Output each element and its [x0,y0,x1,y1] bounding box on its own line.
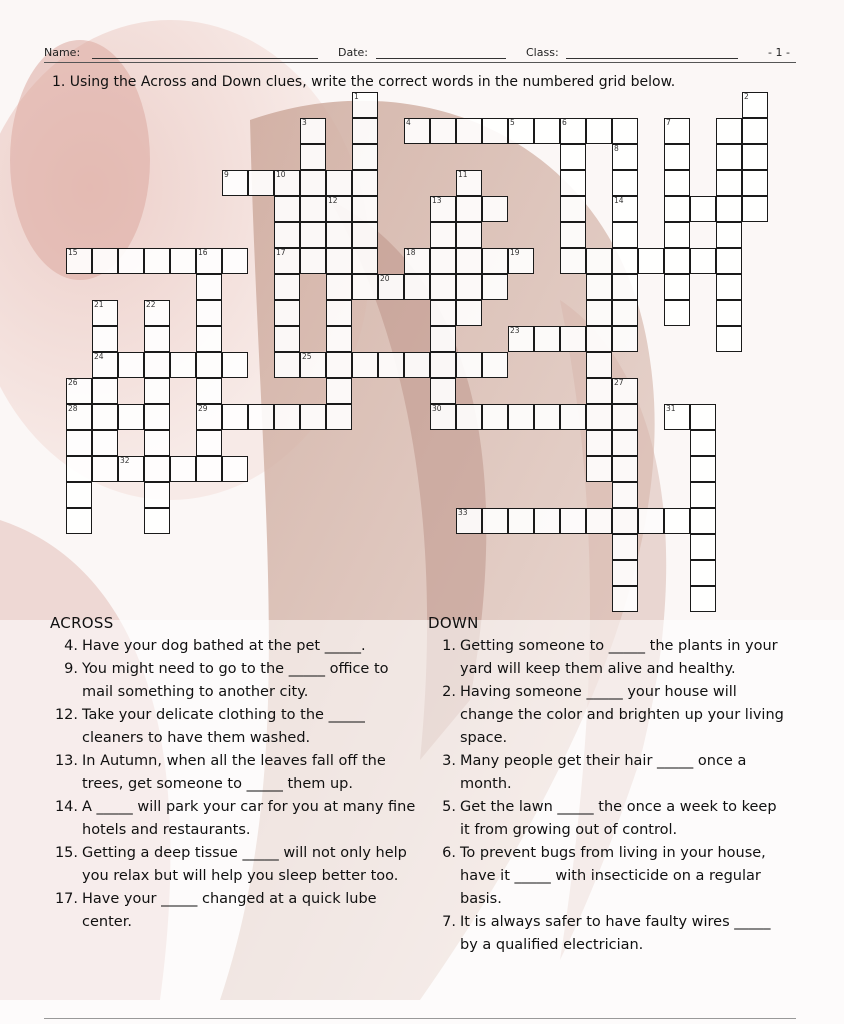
grid-cell[interactable] [92,248,118,274]
across-clue [50,750,420,796]
grid-cell[interactable] [92,430,118,456]
clue-text: It is always safer to have faulty wires _____ by a qualified electrician. [460,914,771,953]
grid-cell[interactable] [248,170,274,196]
grid-cell-number: 25 [302,352,312,361]
grid-cell[interactable] [586,508,612,534]
grid-cell[interactable] [690,560,716,586]
grid-cell[interactable] [404,274,430,300]
grid-cell[interactable] [612,404,638,430]
grid-cell[interactable] [118,352,144,378]
down-list [428,635,790,957]
grid-cell[interactable] [638,508,664,534]
grid-cell[interactable] [274,222,300,248]
grid-cell[interactable] [66,456,92,482]
grid-cell-number: 19 [510,248,520,257]
grid-cell[interactable] [560,118,586,144]
grid-cell[interactable] [300,352,326,378]
grid-cell[interactable] [196,274,222,300]
grid-cell[interactable] [456,170,482,196]
grid-cell[interactable] [430,222,456,248]
across-clue [50,888,420,934]
grid-cell[interactable] [274,404,300,430]
worksheet-header [0,0,844,70]
grid-cell[interactable] [690,196,716,222]
grid-cell[interactable] [222,352,248,378]
grid-cell[interactable] [664,144,690,170]
grid-cell[interactable] [92,378,118,404]
clue-number: 14. [54,799,78,815]
grid-cell-number: 3 [302,118,307,127]
grid-cell[interactable] [560,144,586,170]
across-clue [50,704,420,750]
grid-cell-number: 17 [276,248,286,257]
grid-cell[interactable] [612,326,638,352]
grid-cell[interactable] [664,508,690,534]
class-blank[interactable] [566,58,738,59]
grid-cell[interactable] [560,248,586,274]
grid-cell[interactable] [716,170,742,196]
grid-cell-number: 23 [510,326,520,335]
grid-cell[interactable] [612,144,638,170]
grid-cell[interactable] [378,352,404,378]
grid-cell[interactable] [716,248,742,274]
grid-cell[interactable] [508,248,534,274]
grid-cell[interactable] [586,118,612,144]
clue-text: Have your _____ changed at a quick lube center. [82,891,377,930]
grid-cell[interactable] [352,222,378,248]
grid-cell[interactable] [300,404,326,430]
grid-cell[interactable] [118,248,144,274]
grid-cell-number: 12 [328,196,338,205]
clue-number: 4. [64,638,78,654]
grid-cell[interactable] [274,300,300,326]
grid-cell[interactable] [664,196,690,222]
grid-cell[interactable] [66,378,92,404]
down-clue [428,681,790,750]
grid-cell[interactable] [430,352,456,378]
grid-cell[interactable] [664,170,690,196]
grid-cell[interactable] [742,170,768,196]
grid-cell[interactable] [352,352,378,378]
across-clue [50,635,420,658]
across-list [50,635,420,934]
instruction-text: 1. Using the Across and Down clues, write the correct words in the numbered grid below. [52,74,676,90]
grid-cell[interactable] [144,482,170,508]
footer-divider [44,1018,796,1019]
grid-cell[interactable] [638,248,664,274]
grid-cell[interactable] [664,404,690,430]
grid-cell[interactable] [326,352,352,378]
grid-cell[interactable] [716,196,742,222]
clue-number: 9. [64,661,78,677]
clue-text: Having someone _____ your house will change the color and brighten up your living space. [460,684,784,746]
clue-text: Getting a deep tissue _____ will not only help you relax but will help you sleep better too. [82,845,407,884]
grid-cell[interactable] [482,118,508,144]
grid-cell[interactable] [92,300,118,326]
grid-cell[interactable] [326,378,352,404]
grid-cell[interactable] [404,118,430,144]
grid-cell[interactable] [716,326,742,352]
grid-cell[interactable] [300,144,326,170]
grid-cell[interactable] [742,196,768,222]
grid-cell[interactable] [300,222,326,248]
grid-cell[interactable] [586,456,612,482]
grid-cell[interactable] [144,300,170,326]
grid-cell-number: 16 [198,248,208,257]
clue-number: 17. [54,891,78,907]
grid-cell[interactable] [612,248,638,274]
grid-cell[interactable] [612,534,638,560]
grid-cell[interactable] [560,404,586,430]
grid-cell[interactable] [352,92,378,118]
grid-cell[interactable] [508,508,534,534]
grid-cell[interactable] [430,300,456,326]
grid-cell[interactable] [300,196,326,222]
grid-cell[interactable] [586,248,612,274]
grid-cell[interactable] [196,300,222,326]
grid-cell[interactable] [92,456,118,482]
grid-cell[interactable] [508,118,534,144]
grid-cell[interactable] [482,196,508,222]
grid-cell[interactable] [326,196,352,222]
grid-cell[interactable] [716,118,742,144]
grid-cell[interactable] [274,352,300,378]
grid-cell[interactable] [612,274,638,300]
grid-cell[interactable] [612,118,638,144]
grid-cell-number: 9 [224,170,229,179]
grid-cell[interactable] [612,482,638,508]
grid-cell[interactable] [326,300,352,326]
grid-cell[interactable] [482,248,508,274]
across-clue [50,842,420,888]
grid-cell[interactable] [144,326,170,352]
down-clues [428,612,790,957]
grid-cell[interactable] [326,222,352,248]
name-label: Name: [44,46,81,59]
clue-text: A _____ will park your car for you at many fine hotels and restaurants. [82,799,416,838]
grid-cell[interactable] [742,92,768,118]
clue-text: Have your dog bathed at the pet _____. [82,638,366,654]
grid-cell[interactable] [144,456,170,482]
grid-cell[interactable] [586,300,612,326]
grid-cell[interactable] [430,404,456,430]
grid-cell[interactable] [690,482,716,508]
grid-cell-number: 14 [614,196,624,205]
grid-cell-number: 11 [458,170,468,179]
grid-cell[interactable] [196,378,222,404]
clue-number: 5. [442,799,456,815]
grid-cell[interactable] [274,248,300,274]
grid-cell-number: 8 [614,144,619,153]
grid-cell[interactable] [404,248,430,274]
grid-cell[interactable] [560,196,586,222]
clue-number: 13. [54,753,78,769]
clue-number: 15. [54,845,78,861]
grid-cell[interactable] [326,404,352,430]
grid-cell[interactable] [144,508,170,534]
grid-cell-number: 15 [68,248,78,257]
grid-cell[interactable] [300,248,326,274]
grid-cell[interactable] [170,352,196,378]
grid-cell-number: 21 [94,300,104,309]
grid-cell[interactable] [326,170,352,196]
grid-cell[interactable] [118,404,144,430]
grid-cell[interactable] [534,508,560,534]
grid-cell[interactable] [144,430,170,456]
clue-text: In Autumn, when all the leaves fall off the trees, get someone to _____ them up. [82,753,386,792]
grid-cell[interactable] [612,456,638,482]
grid-cell[interactable] [352,196,378,222]
grid-cell[interactable] [456,352,482,378]
grid-cell[interactable] [222,456,248,482]
grid-cell[interactable] [144,352,170,378]
grid-cell[interactable] [378,274,404,300]
grid-cell[interactable] [456,404,482,430]
grid-cell[interactable] [326,248,352,274]
grid-cell[interactable] [612,196,638,222]
down-clue [428,796,790,842]
grid-cell[interactable] [612,586,638,612]
grid-cell-number: 2 [744,92,749,101]
grid-cell[interactable] [430,118,456,144]
clue-text: Getting someone to _____ the plants in your yard will keep them alive and healthy. [460,638,778,677]
grid-cell[interactable] [456,118,482,144]
grid-cell[interactable] [586,430,612,456]
across-clue [50,796,420,842]
grid-cell[interactable] [690,430,716,456]
grid-cell[interactable] [118,456,144,482]
grid-cell[interactable] [248,404,274,430]
grid-cell-number: 10 [276,170,286,179]
clue-number: 2. [442,684,456,700]
grid-cell[interactable] [66,430,92,456]
grid-cell[interactable] [430,378,456,404]
grid-cell[interactable] [742,144,768,170]
grid-cell[interactable] [690,586,716,612]
grid-cell[interactable] [664,118,690,144]
date-blank[interactable] [376,58,506,59]
grid-cell[interactable] [482,404,508,430]
grid-cell-number: 24 [94,352,104,361]
grid-cell[interactable] [196,326,222,352]
grid-cell-number: 22 [146,300,156,309]
grid-cell[interactable] [352,144,378,170]
grid-cell[interactable] [144,378,170,404]
grid-cell[interactable] [560,508,586,534]
grid-cell[interactable] [274,326,300,352]
grid-cell[interactable] [456,508,482,534]
grid-cell[interactable] [222,170,248,196]
clue-number: 1. [442,638,456,654]
grid-cell[interactable] [144,404,170,430]
grid-cell[interactable] [430,248,456,274]
grid-cell[interactable] [170,456,196,482]
grid-cell[interactable] [274,170,300,196]
grid-cell[interactable] [196,352,222,378]
down-heading: DOWN [428,614,479,632]
grid-cell-number: 6 [562,118,567,127]
grid-cell[interactable] [482,274,508,300]
grid-cell[interactable] [456,300,482,326]
grid-cell[interactable] [404,352,430,378]
grid-cell[interactable] [742,118,768,144]
grid-cell[interactable] [586,274,612,300]
grid-cell[interactable] [66,508,92,534]
grid-cell[interactable] [430,274,456,300]
grid-cell[interactable] [716,222,742,248]
grid-cell[interactable] [690,534,716,560]
grid-cell[interactable] [196,456,222,482]
clue-number: 12. [54,707,78,723]
grid-cell-number: 29 [198,404,208,413]
grid-cell[interactable] [534,118,560,144]
across-clues [50,612,420,934]
grid-cell[interactable] [66,482,92,508]
clue-text: Many people get their hair _____ once a month. [460,753,747,792]
grid-cell[interactable] [144,248,170,274]
grid-cell[interactable] [352,118,378,144]
grid-cell[interactable] [664,300,690,326]
grid-cell[interactable] [274,274,300,300]
down-clue [428,911,790,957]
grid-cell[interactable] [196,404,222,430]
grid-cell[interactable] [170,248,196,274]
grid-cell[interactable] [508,404,534,430]
grid-cell[interactable] [560,222,586,248]
grid-cell[interactable] [352,170,378,196]
grid-cell[interactable] [326,326,352,352]
grid-cell-number: 31 [666,404,676,413]
grid-cell[interactable] [690,404,716,430]
name-blank[interactable] [92,58,318,59]
grid-cell[interactable] [560,170,586,196]
clue-text: Get the lawn _____ the once a week to keep it from growing out of control. [460,799,777,838]
grid-cell[interactable] [612,508,638,534]
grid-cell[interactable] [456,274,482,300]
page-number: - 1 - [768,46,790,59]
grid-cell[interactable] [326,274,352,300]
grid-cell[interactable] [430,326,456,352]
grid-cell[interactable] [586,352,612,378]
grid-cell[interactable] [66,404,92,430]
down-clue [428,842,790,911]
grid-cell[interactable] [92,326,118,352]
grid-cell-number: 28 [68,404,78,413]
grid-cell-number: 26 [68,378,78,387]
grid-cell[interactable] [92,352,118,378]
grid-cell[interactable] [508,326,534,352]
grid-cell[interactable] [690,248,716,274]
grid-cell[interactable] [66,248,92,274]
grid-cell[interactable] [196,430,222,456]
grid-cell[interactable] [430,196,456,222]
grid-cell[interactable] [560,326,586,352]
grid-cell-number: 33 [458,508,468,517]
grid-cell[interactable] [690,456,716,482]
grid-cell[interactable] [586,326,612,352]
clue-text: You might need to go to the _____ office to mail something to another city. [82,661,389,700]
grid-cell[interactable] [716,300,742,326]
grid-cell[interactable] [222,404,248,430]
grid-cell[interactable] [300,170,326,196]
down-clue [428,750,790,796]
date-label: Date: [338,46,368,59]
grid-cell-number: 30 [432,404,442,413]
grid-cell[interactable] [716,144,742,170]
grid-cell[interactable] [222,248,248,274]
grid-cell[interactable] [690,508,716,534]
grid-cell[interactable] [664,274,690,300]
grid-cell[interactable] [612,170,638,196]
grid-cell-number: 7 [666,118,671,127]
grid-cell[interactable] [456,248,482,274]
grid-cell-number: 1 [354,92,359,101]
grid-cell[interactable] [664,248,690,274]
grid-cell[interactable] [92,404,118,430]
grid-cell[interactable] [352,248,378,274]
grid-cell[interactable] [482,508,508,534]
grid-cell[interactable] [274,196,300,222]
grid-cell[interactable] [612,300,638,326]
grid-cell-number: 32 [120,456,130,465]
grid-cell[interactable] [612,560,638,586]
grid-cell[interactable] [534,404,560,430]
clue-number: 6. [442,845,456,861]
clue-number: 7. [442,914,456,930]
grid-cell[interactable] [456,222,482,248]
grid-cell[interactable] [716,274,742,300]
clue-text: To prevent bugs from living in your house, have it _____ with insecticide on a regular basis. [460,845,766,907]
grid-cell[interactable] [456,196,482,222]
class-label: Class: [526,46,559,59]
header-divider [44,62,796,63]
grid-cell-number: 4 [406,118,411,127]
down-clue [428,635,790,681]
grid-cell[interactable] [534,326,560,352]
across-clue [50,658,420,704]
grid-cell-number: 5 [510,118,515,127]
grid-cell[interactable] [300,118,326,144]
grid-cell[interactable] [482,352,508,378]
across-heading: ACROSS [50,614,114,632]
grid-cell[interactable] [612,430,638,456]
grid-cell-number: 27 [614,378,624,387]
grid-cell[interactable] [196,248,222,274]
grid-cell[interactable] [664,222,690,248]
grid-cell[interactable] [612,222,638,248]
grid-cell-number: 13 [432,196,442,205]
grid-cell-number: 20 [380,274,390,283]
clue-number: 3. [442,753,456,769]
grid-cell[interactable] [586,378,612,404]
grid-cell[interactable] [586,404,612,430]
grid-cell[interactable] [352,274,378,300]
grid-cell-number: 18 [406,248,416,257]
grid-cell[interactable] [612,378,638,404]
clue-text: Take your delicate clothing to the _____ cleaners to have them washed. [82,707,365,746]
